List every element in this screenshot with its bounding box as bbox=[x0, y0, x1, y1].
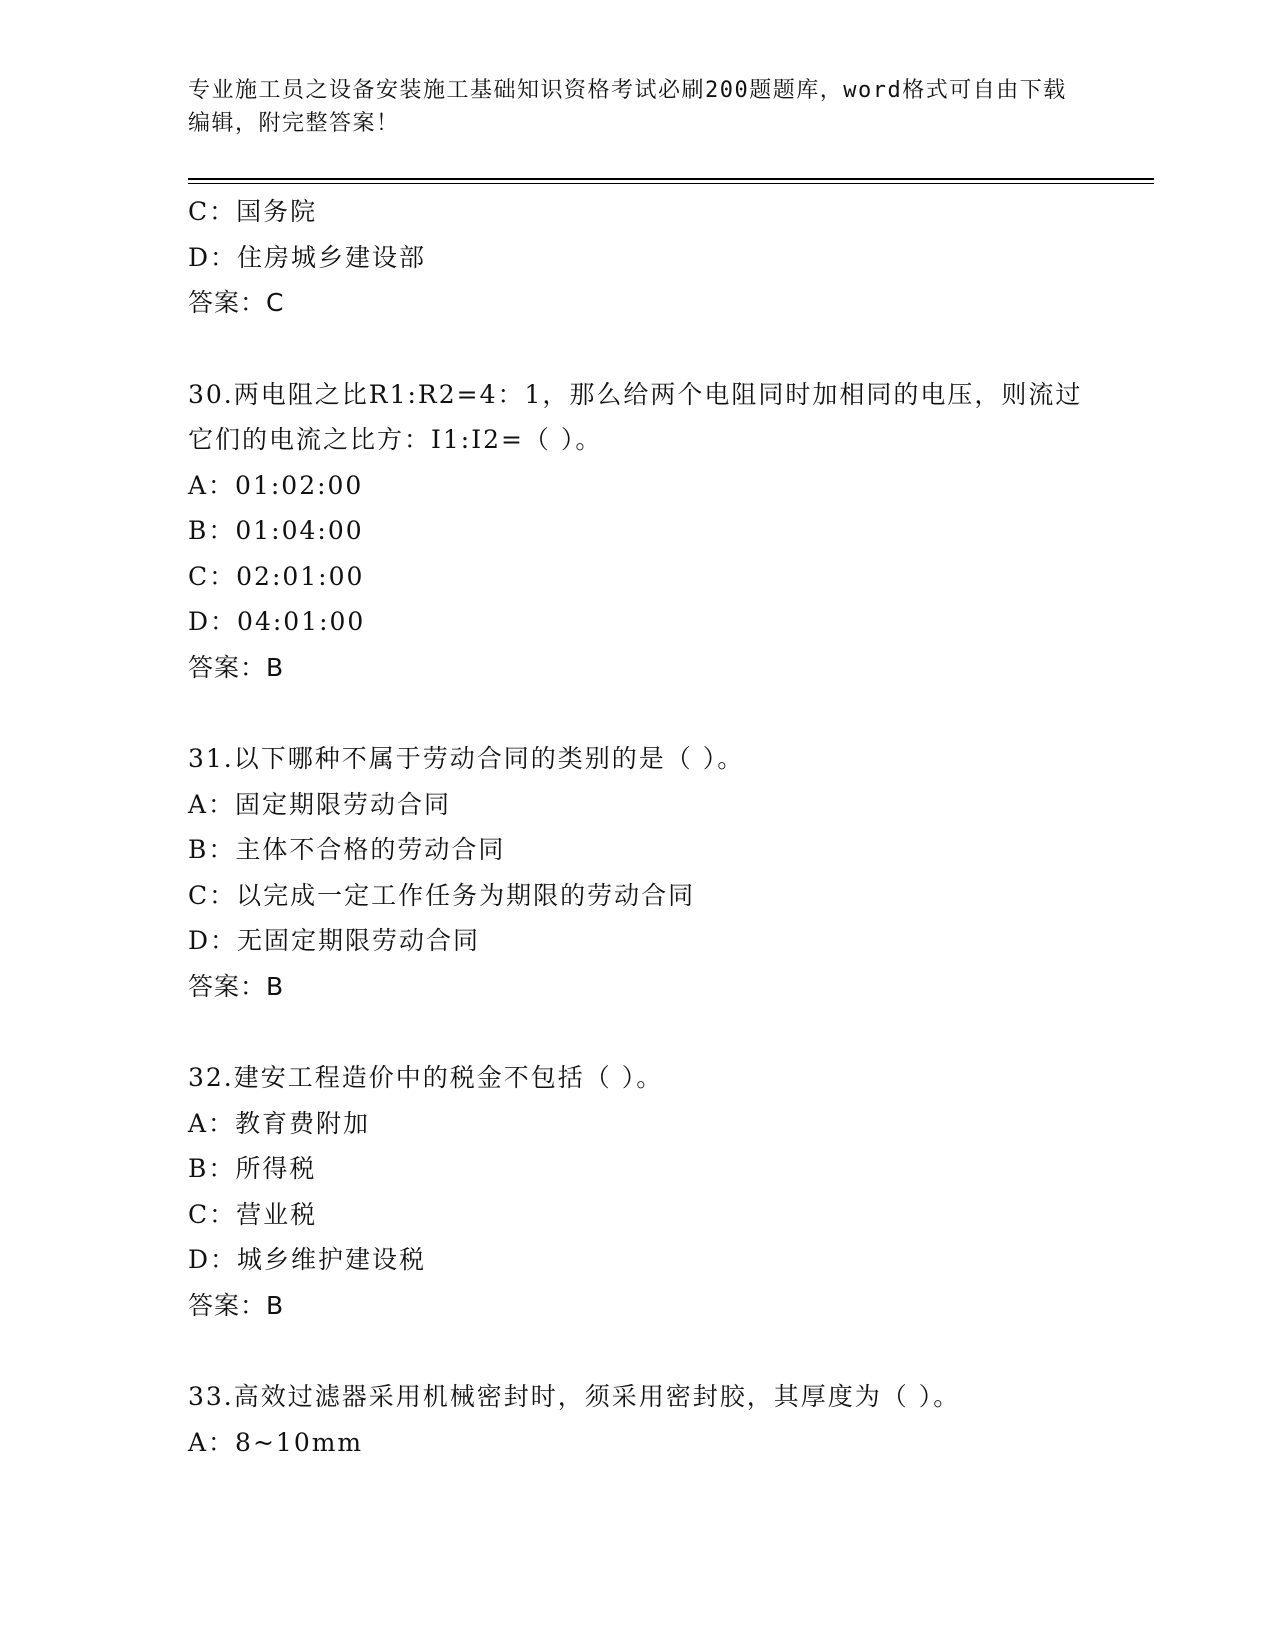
option-c: C：02:01:00 bbox=[188, 561, 365, 591]
header-divider-thin bbox=[188, 183, 1154, 184]
option-c: C：以完成一定工作任务为期限的劳动合同 bbox=[188, 880, 696, 910]
question-31 bbox=[188, 736, 1118, 1009]
question-33 bbox=[188, 1374, 1118, 1465]
spacer bbox=[188, 1328, 1118, 1374]
option-a: A：教育费附加 bbox=[188, 1108, 371, 1138]
question-30 bbox=[188, 372, 1118, 691]
question-list bbox=[188, 189, 1118, 1465]
header-divider-thick bbox=[188, 178, 1154, 180]
prev-question-block bbox=[188, 189, 1118, 326]
answer-line: 答案：B bbox=[188, 971, 285, 1001]
spacer bbox=[188, 690, 1118, 736]
question-32 bbox=[188, 1055, 1118, 1328]
option-a: A：01:02:00 bbox=[188, 470, 364, 500]
answer-line: 答案：C bbox=[188, 288, 285, 317]
question-stem: 32.建安工程造价中的税金不包括（ ）。 bbox=[188, 1063, 664, 1092]
option-b: B：01:04:00 bbox=[188, 516, 364, 545]
option-d: D：04:01:00 bbox=[188, 607, 366, 636]
option-a: A：8~10mm bbox=[188, 1427, 364, 1457]
spacer bbox=[188, 326, 1118, 372]
question-stem: 33.高效过滤器采用机械密封时，须采用密封胶，其厚度为（ ）。 bbox=[188, 1382, 961, 1411]
option-c: C：国务院 bbox=[188, 197, 318, 226]
option-d: D：无固定期限劳动合同 bbox=[188, 926, 481, 955]
document-header-title: 专业施工员之设备安装施工基础知识资格考试必刷200题题库，word格式可自由下载编辑，附完整答案！ bbox=[188, 78, 1067, 136]
spacer bbox=[188, 1009, 1118, 1055]
answer-line: 答案：B bbox=[188, 652, 285, 682]
option-c: C：营业税 bbox=[188, 1199, 318, 1229]
option-d: D：城乡维护建设税 bbox=[188, 1245, 427, 1274]
option-d: D：住房城乡建设部 bbox=[188, 242, 427, 272]
answer-line: 答案：B bbox=[188, 1290, 285, 1320]
question-stem: 30.两电阻之比R1:R2=4：1，那么给两个电阻同时加相同的电压，则流过它们的电流之比方：I1:I2=（ ）。 bbox=[188, 379, 1083, 454]
question-stem: 31.以下哪种不属于劳动合同的类别的是（ ）。 bbox=[188, 744, 745, 773]
option-a: A：固定期限劳动合同 bbox=[188, 789, 452, 819]
option-b: B：主体不合格的劳动合同 bbox=[188, 835, 506, 864]
option-b: B：所得税 bbox=[188, 1154, 317, 1183]
